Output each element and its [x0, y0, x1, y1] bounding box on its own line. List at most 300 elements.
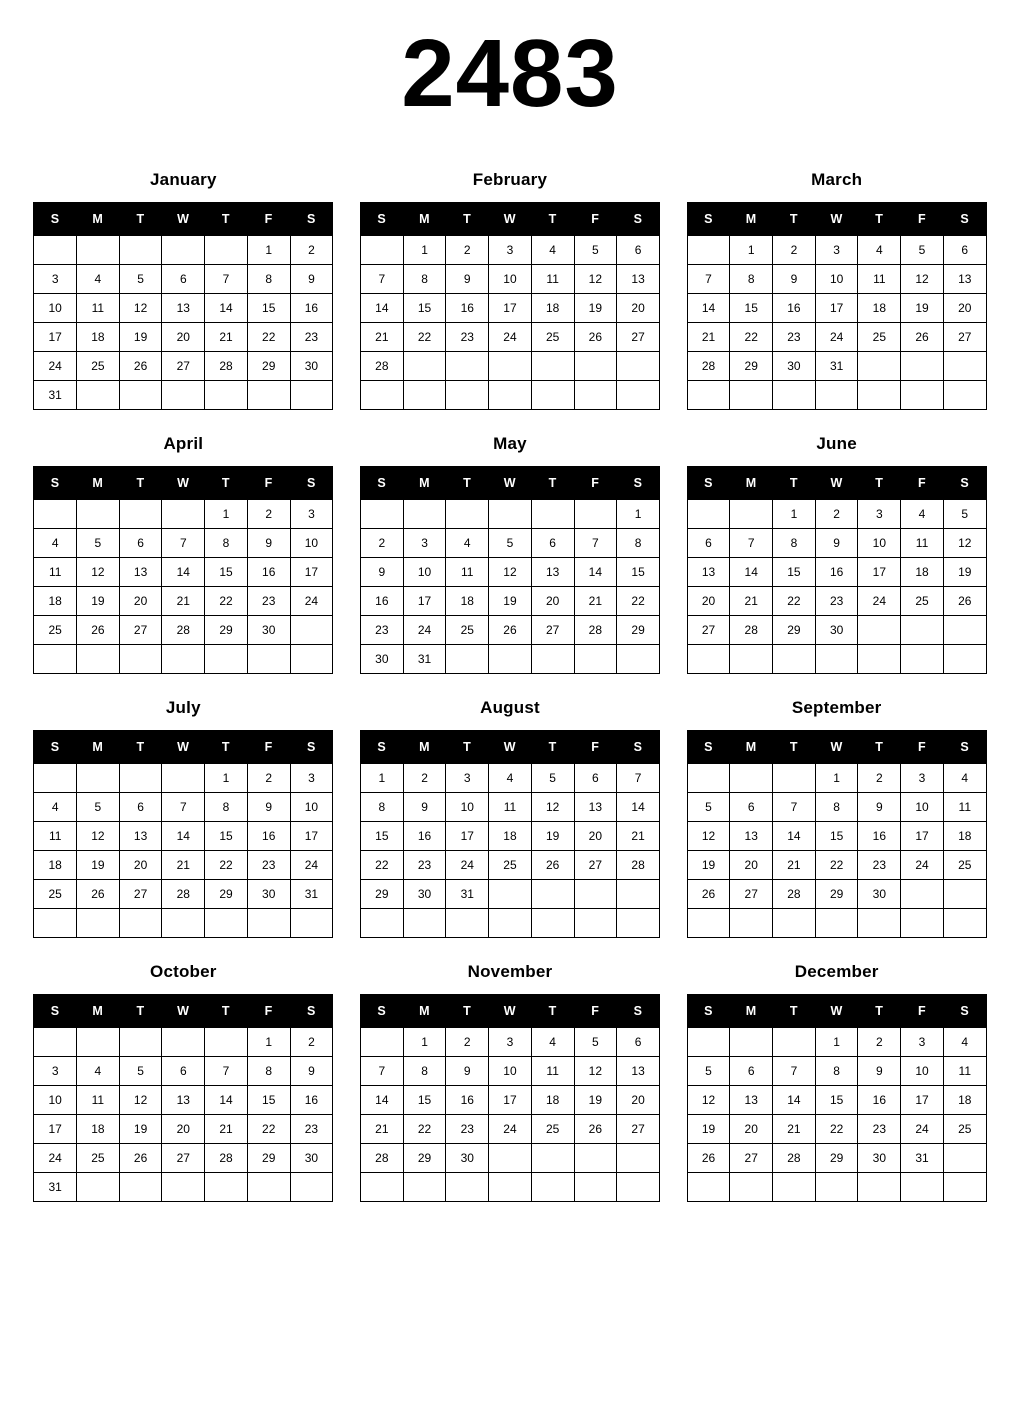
day-cell[interactable]: 18 [77, 1115, 120, 1144]
day-cell[interactable]: 26 [943, 587, 986, 616]
day-cell[interactable]: 9 [446, 1057, 489, 1086]
day-cell[interactable]: 28 [687, 352, 730, 381]
day-cell[interactable]: 5 [943, 500, 986, 529]
day-cell[interactable]: 14 [205, 1086, 248, 1115]
day-cell[interactable]: 30 [290, 1144, 333, 1173]
day-cell[interactable]: 8 [360, 793, 403, 822]
day-cell[interactable]: 25 [77, 1144, 120, 1173]
day-cell[interactable]: 2 [290, 236, 333, 265]
day-cell[interactable]: 9 [290, 265, 333, 294]
day-cell[interactable]: 22 [815, 851, 858, 880]
day-cell[interactable]: 16 [290, 1086, 333, 1115]
day-cell[interactable]: 13 [730, 1086, 773, 1115]
day-cell[interactable]: 18 [901, 558, 944, 587]
day-cell[interactable]: 16 [858, 822, 901, 851]
day-cell[interactable]: 18 [34, 851, 77, 880]
day-cell[interactable]: 15 [730, 294, 773, 323]
day-cell[interactable]: 2 [446, 1028, 489, 1057]
day-cell[interactable]: 21 [687, 323, 730, 352]
day-cell[interactable]: 8 [205, 529, 248, 558]
day-cell[interactable]: 10 [815, 265, 858, 294]
day-cell[interactable]: 11 [531, 1057, 574, 1086]
day-cell[interactable]: 2 [858, 1028, 901, 1057]
day-cell[interactable]: 11 [34, 822, 77, 851]
day-cell[interactable]: 24 [901, 851, 944, 880]
day-cell[interactable]: 18 [446, 587, 489, 616]
day-cell[interactable]: 20 [943, 294, 986, 323]
day-cell[interactable]: 12 [901, 265, 944, 294]
day-cell[interactable]: 11 [446, 558, 489, 587]
day-cell[interactable]: 23 [446, 323, 489, 352]
day-cell[interactable]: 14 [773, 822, 816, 851]
day-cell[interactable]: 31 [446, 880, 489, 909]
day-cell[interactable]: 30 [403, 880, 446, 909]
day-cell[interactable]: 27 [943, 323, 986, 352]
day-cell[interactable]: 26 [687, 880, 730, 909]
day-cell[interactable]: 31 [901, 1144, 944, 1173]
day-cell[interactable]: 30 [360, 645, 403, 674]
day-cell[interactable]: 9 [247, 793, 290, 822]
day-cell[interactable]: 29 [730, 352, 773, 381]
day-cell[interactable]: 7 [617, 764, 660, 793]
day-cell[interactable]: 5 [77, 529, 120, 558]
day-cell[interactable]: 22 [360, 851, 403, 880]
day-cell[interactable]: 12 [943, 529, 986, 558]
day-cell[interactable]: 6 [730, 793, 773, 822]
day-cell[interactable]: 3 [446, 764, 489, 793]
day-cell[interactable]: 13 [687, 558, 730, 587]
day-cell[interactable]: 7 [360, 265, 403, 294]
day-cell[interactable]: 7 [162, 793, 205, 822]
day-cell[interactable]: 20 [730, 1115, 773, 1144]
day-cell[interactable]: 19 [119, 1115, 162, 1144]
day-cell[interactable]: 15 [815, 822, 858, 851]
day-cell[interactable]: 2 [247, 500, 290, 529]
day-cell[interactable]: 4 [901, 500, 944, 529]
day-cell[interactable]: 4 [531, 1028, 574, 1057]
day-cell[interactable]: 12 [119, 1086, 162, 1115]
day-cell[interactable]: 13 [162, 294, 205, 323]
day-cell[interactable]: 16 [815, 558, 858, 587]
day-cell[interactable]: 6 [119, 529, 162, 558]
day-cell[interactable]: 24 [489, 323, 532, 352]
day-cell[interactable]: 26 [119, 352, 162, 381]
day-cell[interactable]: 9 [360, 558, 403, 587]
day-cell[interactable]: 17 [34, 323, 77, 352]
day-cell[interactable]: 10 [403, 558, 446, 587]
day-cell[interactable]: 30 [773, 352, 816, 381]
day-cell[interactable]: 22 [403, 1115, 446, 1144]
day-cell[interactable]: 16 [446, 1086, 489, 1115]
day-cell[interactable]: 4 [943, 764, 986, 793]
day-cell[interactable]: 2 [773, 236, 816, 265]
day-cell[interactable]: 13 [617, 1057, 660, 1086]
day-cell[interactable]: 19 [574, 294, 617, 323]
day-cell[interactable]: 22 [205, 587, 248, 616]
day-cell[interactable]: 6 [531, 529, 574, 558]
day-cell[interactable]: 14 [687, 294, 730, 323]
day-cell[interactable]: 9 [403, 793, 446, 822]
day-cell[interactable]: 1 [247, 236, 290, 265]
day-cell[interactable]: 3 [290, 500, 333, 529]
day-cell[interactable]: 8 [247, 1057, 290, 1086]
day-cell[interactable]: 27 [617, 323, 660, 352]
day-cell[interactable]: 13 [119, 822, 162, 851]
day-cell[interactable]: 6 [687, 529, 730, 558]
day-cell[interactable]: 28 [360, 1144, 403, 1173]
day-cell[interactable]: 18 [531, 294, 574, 323]
day-cell[interactable]: 31 [34, 1173, 77, 1202]
day-cell[interactable]: 11 [77, 1086, 120, 1115]
day-cell[interactable]: 4 [446, 529, 489, 558]
day-cell[interactable]: 7 [205, 265, 248, 294]
day-cell[interactable]: 21 [617, 822, 660, 851]
day-cell[interactable]: 12 [687, 822, 730, 851]
day-cell[interactable]: 20 [119, 851, 162, 880]
day-cell[interactable]: 3 [34, 265, 77, 294]
day-cell[interactable]: 29 [205, 616, 248, 645]
day-cell[interactable]: 6 [574, 764, 617, 793]
day-cell[interactable]: 18 [858, 294, 901, 323]
day-cell[interactable]: 15 [247, 294, 290, 323]
day-cell[interactable]: 1 [815, 1028, 858, 1057]
day-cell[interactable]: 8 [617, 529, 660, 558]
day-cell[interactable]: 8 [205, 793, 248, 822]
day-cell[interactable]: 29 [815, 880, 858, 909]
day-cell[interactable]: 29 [617, 616, 660, 645]
day-cell[interactable]: 23 [247, 851, 290, 880]
day-cell[interactable]: 19 [489, 587, 532, 616]
day-cell[interactable]: 3 [489, 1028, 532, 1057]
day-cell[interactable]: 17 [34, 1115, 77, 1144]
day-cell[interactable]: 28 [773, 880, 816, 909]
day-cell[interactable]: 16 [403, 822, 446, 851]
day-cell[interactable]: 19 [119, 323, 162, 352]
day-cell[interactable]: 16 [247, 822, 290, 851]
day-cell[interactable]: 29 [403, 1144, 446, 1173]
day-cell[interactable]: 29 [247, 352, 290, 381]
day-cell[interactable]: 9 [446, 265, 489, 294]
day-cell[interactable]: 13 [119, 558, 162, 587]
day-cell[interactable]: 20 [574, 822, 617, 851]
day-cell[interactable]: 7 [773, 793, 816, 822]
day-cell[interactable]: 22 [815, 1115, 858, 1144]
day-cell[interactable]: 25 [943, 851, 986, 880]
day-cell[interactable]: 20 [162, 323, 205, 352]
day-cell[interactable]: 8 [403, 265, 446, 294]
day-cell[interactable]: 19 [531, 822, 574, 851]
day-cell[interactable]: 16 [858, 1086, 901, 1115]
day-cell[interactable]: 23 [815, 587, 858, 616]
day-cell[interactable]: 19 [943, 558, 986, 587]
day-cell[interactable]: 20 [162, 1115, 205, 1144]
day-cell[interactable]: 22 [403, 323, 446, 352]
day-cell[interactable]: 30 [247, 616, 290, 645]
day-cell[interactable]: 30 [247, 880, 290, 909]
day-cell[interactable]: 10 [446, 793, 489, 822]
day-cell[interactable]: 6 [943, 236, 986, 265]
day-cell[interactable]: 24 [403, 616, 446, 645]
day-cell[interactable]: 22 [205, 851, 248, 880]
day-cell[interactable]: 2 [446, 236, 489, 265]
day-cell[interactable]: 26 [489, 616, 532, 645]
day-cell[interactable]: 20 [531, 587, 574, 616]
day-cell[interactable]: 4 [77, 265, 120, 294]
day-cell[interactable]: 10 [901, 1057, 944, 1086]
day-cell[interactable]: 6 [617, 1028, 660, 1057]
day-cell[interactable]: 24 [290, 851, 333, 880]
day-cell[interactable]: 19 [574, 1086, 617, 1115]
day-cell[interactable]: 23 [858, 851, 901, 880]
day-cell[interactable]: 28 [730, 616, 773, 645]
day-cell[interactable]: 17 [815, 294, 858, 323]
day-cell[interactable]: 21 [360, 1115, 403, 1144]
day-cell[interactable]: 7 [687, 265, 730, 294]
day-cell[interactable]: 14 [205, 294, 248, 323]
day-cell[interactable]: 24 [489, 1115, 532, 1144]
day-cell[interactable]: 4 [943, 1028, 986, 1057]
day-cell[interactable]: 10 [34, 294, 77, 323]
day-cell[interactable]: 8 [247, 265, 290, 294]
day-cell[interactable]: 1 [205, 764, 248, 793]
day-cell[interactable]: 30 [446, 1144, 489, 1173]
day-cell[interactable]: 17 [403, 587, 446, 616]
day-cell[interactable]: 23 [247, 587, 290, 616]
day-cell[interactable]: 21 [773, 851, 816, 880]
day-cell[interactable]: 13 [574, 793, 617, 822]
day-cell[interactable]: 29 [205, 880, 248, 909]
day-cell[interactable]: 15 [247, 1086, 290, 1115]
day-cell[interactable]: 1 [403, 1028, 446, 1057]
day-cell[interactable]: 1 [205, 500, 248, 529]
day-cell[interactable]: 9 [290, 1057, 333, 1086]
day-cell[interactable]: 27 [574, 851, 617, 880]
day-cell[interactable]: 24 [858, 587, 901, 616]
day-cell[interactable]: 9 [773, 265, 816, 294]
day-cell[interactable]: 27 [162, 1144, 205, 1173]
day-cell[interactable]: 7 [730, 529, 773, 558]
day-cell[interactable]: 21 [205, 323, 248, 352]
day-cell[interactable]: 7 [360, 1057, 403, 1086]
day-cell[interactable]: 24 [815, 323, 858, 352]
day-cell[interactable]: 12 [687, 1086, 730, 1115]
day-cell[interactable]: 25 [531, 323, 574, 352]
day-cell[interactable]: 31 [815, 352, 858, 381]
day-cell[interactable]: 29 [815, 1144, 858, 1173]
day-cell[interactable]: 13 [730, 822, 773, 851]
day-cell[interactable]: 4 [858, 236, 901, 265]
day-cell[interactable]: 27 [730, 1144, 773, 1173]
day-cell[interactable]: 2 [247, 764, 290, 793]
day-cell[interactable]: 31 [290, 880, 333, 909]
day-cell[interactable]: 4 [34, 529, 77, 558]
day-cell[interactable]: 26 [687, 1144, 730, 1173]
day-cell[interactable]: 17 [489, 1086, 532, 1115]
day-cell[interactable]: 11 [77, 294, 120, 323]
day-cell[interactable]: 28 [162, 880, 205, 909]
day-cell[interactable]: 29 [360, 880, 403, 909]
day-cell[interactable]: 3 [858, 500, 901, 529]
day-cell[interactable]: 23 [290, 1115, 333, 1144]
day-cell[interactable]: 1 [773, 500, 816, 529]
day-cell[interactable]: 14 [617, 793, 660, 822]
day-cell[interactable]: 20 [119, 587, 162, 616]
day-cell[interactable]: 5 [119, 1057, 162, 1086]
day-cell[interactable]: 5 [687, 1057, 730, 1086]
day-cell[interactable]: 15 [205, 822, 248, 851]
day-cell[interactable]: 18 [34, 587, 77, 616]
day-cell[interactable]: 25 [943, 1115, 986, 1144]
day-cell[interactable]: 1 [403, 236, 446, 265]
day-cell[interactable]: 11 [858, 265, 901, 294]
day-cell[interactable]: 14 [162, 822, 205, 851]
day-cell[interactable]: 14 [360, 1086, 403, 1115]
day-cell[interactable]: 24 [901, 1115, 944, 1144]
day-cell[interactable]: 10 [290, 793, 333, 822]
day-cell[interactable]: 2 [403, 764, 446, 793]
day-cell[interactable]: 5 [77, 793, 120, 822]
day-cell[interactable]: 23 [858, 1115, 901, 1144]
day-cell[interactable]: 4 [489, 764, 532, 793]
day-cell[interactable]: 13 [531, 558, 574, 587]
day-cell[interactable]: 6 [162, 1057, 205, 1086]
day-cell[interactable]: 5 [531, 764, 574, 793]
day-cell[interactable]: 27 [119, 880, 162, 909]
day-cell[interactable]: 9 [858, 793, 901, 822]
day-cell[interactable]: 25 [858, 323, 901, 352]
day-cell[interactable]: 12 [77, 558, 120, 587]
day-cell[interactable]: 25 [489, 851, 532, 880]
day-cell[interactable]: 3 [815, 236, 858, 265]
day-cell[interactable]: 19 [77, 587, 120, 616]
day-cell[interactable]: 22 [617, 587, 660, 616]
day-cell[interactable]: 4 [77, 1057, 120, 1086]
day-cell[interactable]: 2 [815, 500, 858, 529]
day-cell[interactable]: 16 [360, 587, 403, 616]
day-cell[interactable]: 3 [403, 529, 446, 558]
day-cell[interactable]: 12 [574, 265, 617, 294]
day-cell[interactable]: 23 [360, 616, 403, 645]
day-cell[interactable]: 3 [901, 764, 944, 793]
day-cell[interactable]: 26 [77, 880, 120, 909]
day-cell[interactable]: 31 [403, 645, 446, 674]
day-cell[interactable]: 1 [247, 1028, 290, 1057]
day-cell[interactable]: 6 [730, 1057, 773, 1086]
day-cell[interactable]: 20 [617, 294, 660, 323]
day-cell[interactable]: 11 [489, 793, 532, 822]
day-cell[interactable]: 7 [773, 1057, 816, 1086]
day-cell[interactable]: 3 [34, 1057, 77, 1086]
day-cell[interactable]: 18 [77, 323, 120, 352]
day-cell[interactable]: 17 [290, 822, 333, 851]
day-cell[interactable]: 1 [815, 764, 858, 793]
day-cell[interactable]: 3 [290, 764, 333, 793]
day-cell[interactable]: 14 [162, 558, 205, 587]
day-cell[interactable]: 29 [247, 1144, 290, 1173]
day-cell[interactable]: 27 [730, 880, 773, 909]
day-cell[interactable]: 17 [489, 294, 532, 323]
day-cell[interactable]: 20 [687, 587, 730, 616]
day-cell[interactable]: 5 [574, 236, 617, 265]
day-cell[interactable]: 15 [773, 558, 816, 587]
day-cell[interactable]: 21 [773, 1115, 816, 1144]
day-cell[interactable]: 30 [815, 616, 858, 645]
day-cell[interactable]: 16 [247, 558, 290, 587]
day-cell[interactable]: 1 [360, 764, 403, 793]
day-cell[interactable]: 10 [34, 1086, 77, 1115]
day-cell[interactable]: 21 [205, 1115, 248, 1144]
day-cell[interactable]: 22 [247, 323, 290, 352]
day-cell[interactable]: 28 [773, 1144, 816, 1173]
day-cell[interactable]: 14 [574, 558, 617, 587]
day-cell[interactable]: 18 [489, 822, 532, 851]
day-cell[interactable]: 25 [34, 880, 77, 909]
day-cell[interactable]: 2 [290, 1028, 333, 1057]
day-cell[interactable]: 5 [574, 1028, 617, 1057]
day-cell[interactable]: 11 [34, 558, 77, 587]
day-cell[interactable]: 14 [360, 294, 403, 323]
day-cell[interactable]: 8 [403, 1057, 446, 1086]
day-cell[interactable]: 25 [901, 587, 944, 616]
day-cell[interactable]: 21 [574, 587, 617, 616]
day-cell[interactable]: 10 [290, 529, 333, 558]
day-cell[interactable]: 4 [531, 236, 574, 265]
day-cell[interactable]: 27 [617, 1115, 660, 1144]
day-cell[interactable]: 11 [943, 1057, 986, 1086]
day-cell[interactable]: 27 [162, 352, 205, 381]
day-cell[interactable]: 23 [403, 851, 446, 880]
day-cell[interactable]: 12 [119, 294, 162, 323]
day-cell[interactable]: 8 [815, 1057, 858, 1086]
day-cell[interactable]: 12 [574, 1057, 617, 1086]
day-cell[interactable]: 5 [489, 529, 532, 558]
day-cell[interactable]: 19 [687, 851, 730, 880]
day-cell[interactable]: 23 [773, 323, 816, 352]
day-cell[interactable]: 12 [531, 793, 574, 822]
day-cell[interactable]: 24 [34, 352, 77, 381]
day-cell[interactable]: 21 [360, 323, 403, 352]
day-cell[interactable]: 26 [901, 323, 944, 352]
day-cell[interactable]: 16 [773, 294, 816, 323]
day-cell[interactable]: 28 [205, 352, 248, 381]
day-cell[interactable]: 20 [617, 1086, 660, 1115]
day-cell[interactable]: 22 [247, 1115, 290, 1144]
day-cell[interactable]: 14 [773, 1086, 816, 1115]
day-cell[interactable]: 28 [574, 616, 617, 645]
day-cell[interactable]: 9 [247, 529, 290, 558]
day-cell[interactable]: 11 [943, 793, 986, 822]
day-cell[interactable]: 23 [290, 323, 333, 352]
day-cell[interactable]: 28 [617, 851, 660, 880]
day-cell[interactable]: 8 [815, 793, 858, 822]
day-cell[interactable]: 1 [730, 236, 773, 265]
day-cell[interactable]: 3 [901, 1028, 944, 1057]
day-cell[interactable]: 12 [489, 558, 532, 587]
day-cell[interactable]: 28 [162, 616, 205, 645]
day-cell[interactable]: 15 [205, 558, 248, 587]
day-cell[interactable]: 15 [403, 1086, 446, 1115]
day-cell[interactable]: 6 [617, 236, 660, 265]
day-cell[interactable]: 21 [730, 587, 773, 616]
day-cell[interactable]: 13 [162, 1086, 205, 1115]
day-cell[interactable]: 22 [773, 587, 816, 616]
day-cell[interactable]: 24 [34, 1144, 77, 1173]
day-cell[interactable]: 18 [531, 1086, 574, 1115]
day-cell[interactable]: 21 [162, 587, 205, 616]
day-cell[interactable]: 2 [858, 764, 901, 793]
day-cell[interactable]: 29 [773, 616, 816, 645]
day-cell[interactable]: 21 [162, 851, 205, 880]
